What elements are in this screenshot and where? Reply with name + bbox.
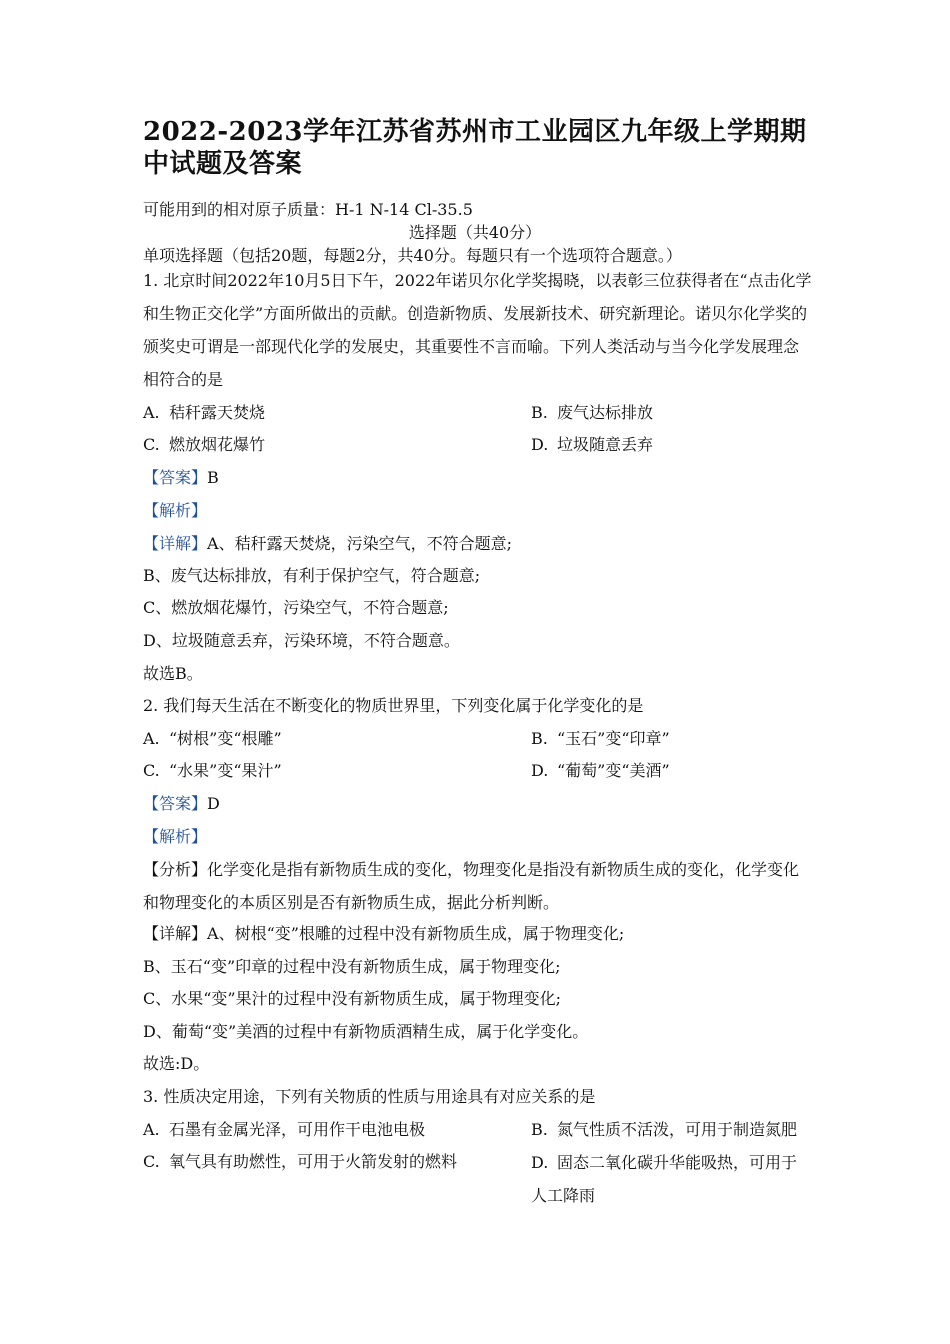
q1-option-a xyxy=(143,402,265,424)
detail-tag: 【详解】 xyxy=(143,534,208,553)
option-label: C. xyxy=(143,761,160,780)
q1-option-b xyxy=(531,402,653,424)
q3-option-c xyxy=(143,1151,457,1173)
option-label: D. xyxy=(531,761,549,780)
q1-detail-4: D、垃圾随意丢弃，污染环境，不符合题意。 xyxy=(143,631,460,650)
q1-detail-1 xyxy=(143,533,512,555)
q2-conclusion: 故选:D。 xyxy=(143,1054,210,1073)
q2-option-d xyxy=(531,760,670,782)
q1-analysis xyxy=(143,500,207,522)
option-text: “水果”变“果汁” xyxy=(169,761,282,780)
q2-detail-2: B、玉石“变”印章的过程中没有新物质生成，属于物理变化; xyxy=(143,957,561,976)
atomic-mass-line: 可能用到的相对原子质量：H-1 N-14 Cl-35.5 xyxy=(143,200,473,219)
option-label: B. xyxy=(531,403,548,422)
option-text: 废气达标排放 xyxy=(557,403,654,422)
q2-option-b xyxy=(531,728,670,750)
option-text: 垃圾随意丢弃 xyxy=(557,435,654,454)
q1-conclusion: 故选B。 xyxy=(143,664,203,683)
option-text: 氮气性质不活泼，可用于制造氮肥 xyxy=(557,1120,798,1139)
option-label: D. xyxy=(531,1153,549,1172)
answer-tag: 【答案】 xyxy=(143,794,208,813)
q2-detail-4: D、葡萄“变”美酒的过程中有新物质酒精生成，属于化学变化。 xyxy=(143,1022,589,1041)
option-text: 固态二氧化碳升华能吸热，可用于人工降雨 xyxy=(531,1153,798,1205)
fenxi-text: 化学变化是指有新物质生成的变化，物理变化是指没有新物质生成的变化，化学变化和物理变化的本质区别是否有新物质生成，据此分析判断。 xyxy=(143,860,800,912)
option-label: B. xyxy=(531,1120,548,1139)
option-text: “玉石”变“印章” xyxy=(557,729,670,748)
option-text: 氧气具有助燃性，可用于火箭发射的燃料 xyxy=(169,1152,458,1171)
q2-answer xyxy=(143,793,220,815)
option-text: 石墨有金属光泽，可用作干电池电极 xyxy=(169,1120,426,1139)
q3-option-a xyxy=(143,1119,425,1141)
q3-option-d xyxy=(531,1146,811,1212)
option-text: “葡萄”变“美酒” xyxy=(557,761,670,780)
option-label: A. xyxy=(143,403,160,422)
analysis-tag: 【解析】 xyxy=(143,501,208,520)
fenxi-tag: 【分析】 xyxy=(143,860,208,879)
option-label: A. xyxy=(143,729,160,748)
q2-option-c xyxy=(143,760,282,782)
option-text: “树根”变“根雕” xyxy=(169,729,282,748)
q2-analysis xyxy=(143,826,207,848)
document-title: 2022-2023学年江苏省苏州市工业园区九年级上学期期中试题及答案 xyxy=(143,117,807,179)
detail-text: A、树根“变”根雕的过程中没有新物质生成，属于物理变化; xyxy=(207,924,625,943)
q3-option-b xyxy=(531,1119,797,1141)
answer-tag: 【答案】 xyxy=(143,468,208,487)
answer-value: B xyxy=(207,468,219,487)
option-text: 秸秆露天焚烧 xyxy=(169,403,266,422)
question-1-stem: 1. 北京时间2022年10月5日下午，2022年诺贝尔化学奖揭晓，以表彰三位获得者在“点击化学和生物正交化学”方面所做出的贡献。创造新物质、发展新技术、研究新理论。诺贝尔化学奖的颁奖史可谓是一部现代化学的发展史，其重要性不言而喻。下列人类活动与当今化学发展理念相符合的是 xyxy=(143,271,812,389)
option-label: A. xyxy=(143,1120,160,1139)
option-label: C. xyxy=(143,435,160,454)
detail-text: A、秸秆露天焚烧，污染空气，不符合题意; xyxy=(207,534,512,553)
question-3-stem: 3. 性质决定用途，下列有关物质的性质与用途具有对应关系的是 xyxy=(143,1087,596,1106)
q1-option-c xyxy=(143,434,265,456)
q2-fenxi xyxy=(143,853,813,919)
q1-option-d xyxy=(531,434,653,456)
q2-detail-3: C、水果“变”果汁的过程中没有新物质生成，属于物理变化; xyxy=(143,989,561,1008)
section-title: 选择题（共40分） xyxy=(408,223,542,242)
question-2-stem: 2. 我们每天生活在不断变化的物质世界里，下列变化属于化学变化的是 xyxy=(143,696,644,715)
q1-detail-3: C、燃放烟花爆竹，污染空气，不符合题意; xyxy=(143,598,449,617)
answer-value: D xyxy=(207,794,220,813)
q2-option-a xyxy=(143,728,282,750)
q1-answer xyxy=(143,467,219,489)
analysis-tag: 【解析】 xyxy=(143,827,208,846)
q1-detail-2: B、废气达标排放，有利于保护空气，符合题意; xyxy=(143,566,481,585)
option-label: B. xyxy=(531,729,548,748)
option-label: C. xyxy=(143,1152,160,1171)
instructions: 单项选择题（包括20题，每题2分，共40分。每题只有一个选项符合题意。） xyxy=(143,246,682,265)
option-label: D. xyxy=(531,435,549,454)
option-text: 燃放烟花爆竹 xyxy=(169,435,266,454)
q2-detail-1 xyxy=(143,923,624,945)
detail-tag: 【详解】 xyxy=(143,924,208,943)
